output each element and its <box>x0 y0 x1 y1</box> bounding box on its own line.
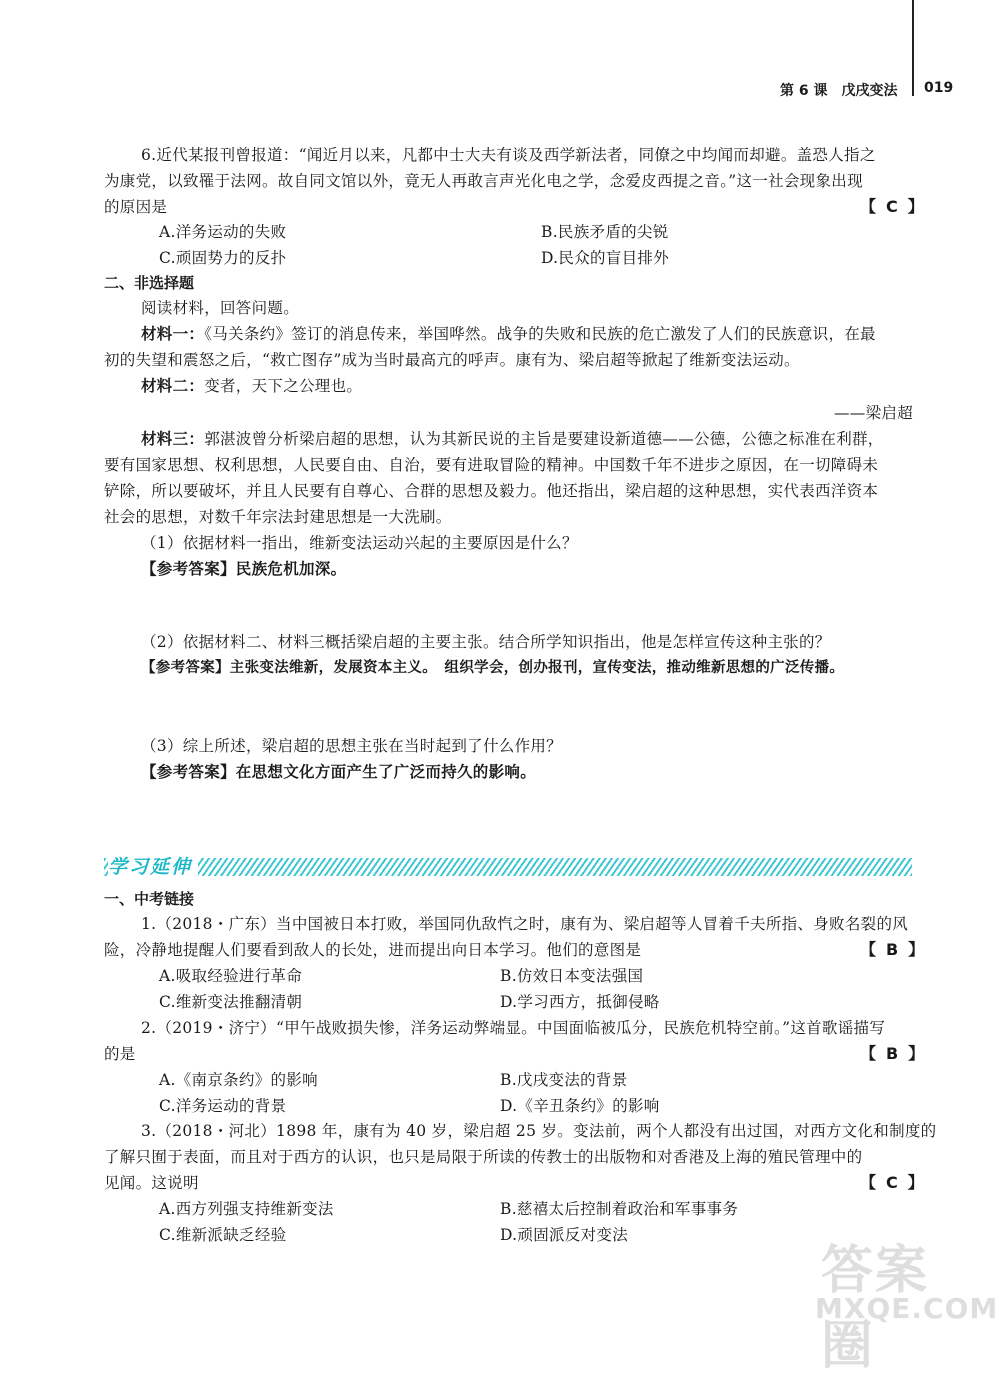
lesson-title: 第 6 课 戊戌变法 <box>780 83 898 99</box>
ext-q3-line-3: 见闻。这说明 <box>104 1174 199 1192</box>
page-number: 019 <box>924 80 954 96</box>
material-1-label: 材料一： <box>141 325 205 343</box>
ext-q2-option-b: B.戊戌变法的背景 <box>500 1071 628 1089</box>
answer-1: 【参考答案】民族危机加深。 <box>141 560 347 578</box>
material-3-line-1: 郭湛波曾分析梁启超的思想，认为其新民说的主旨是要建设新道德——公德，公德之标准在利群， <box>204 430 884 448</box>
ext-q1-answer: 【B】 <box>860 940 935 959</box>
watermark-logo <box>815 1228 999 1376</box>
ext-q2-option-c: C.洋务运动的背景 <box>159 1097 287 1115</box>
header-vertical-rule <box>912 0 914 96</box>
material-1-line-1: 《马关条约》签订的消息传来，举国哗然。战争的失败和民族的危亡激发了人们的民族意识，在最 <box>204 325 876 343</box>
ext-q3-line-1: 3.（2018・河北）1898 年，康有为 40 岁，梁启超 25 岁。变法前，两个人都没有出过国，对西方文化和制度的 <box>141 1122 937 1140</box>
q6-line-2: 为康党，以致罹于法网。故自同文馆以外，竟无人再敢言声光化电之学，念爱皮西提之音。”这一社会现象出现 <box>104 172 863 190</box>
q6-option-b: B.民族矛盾的尖锐 <box>541 223 669 241</box>
q6-line-3: 的原因是 <box>104 198 168 216</box>
ext-q3-option-d: D.顽固派反对变法 <box>500 1226 629 1244</box>
material-3-label: 材料三： <box>141 430 205 448</box>
section-2-intro: 阅读材料，回答问题。 <box>141 299 300 317</box>
answer-2: 【参考答案】主张变法维新，发展资本主义。 组织学会，创办报刊，宣传变法，推动维新思想的广泛传播。 <box>141 660 845 676</box>
watermark-top-text: 答案圈 <box>821 1241 930 1376</box>
ext-q1-option-c: C.维新变法推翻清朝 <box>159 993 303 1011</box>
subquestion-3: （3）综上所述，梁启超的思想主张在当时起到了什么作用？ <box>141 737 562 755</box>
watermark-bottom-text: MXQE.COM <box>815 1292 999 1325</box>
ext-q1-option-d: D.学习西方，抵御侵略 <box>500 993 660 1011</box>
ext-q2-line-1: 2.（2019・济宁）“甲午战败损失惨，洋务运动弊端显。中国面临被瓜分，民族危机特空前。”这首歌谣描写 <box>141 1019 886 1037</box>
material-2-source: ——梁启超 <box>834 404 914 422</box>
material-3-line-3: 铲除，所以要破坏，并且人民要有自尊心、合群的思想及毅力。他还指出，梁启超的这种思想，实代表西洋资本 <box>104 482 879 500</box>
subquestion-2: （2）依据材料二、材料三概括梁启超的主要主张。结合所学知识指出，他是怎样宣传这种主张的？ <box>141 633 831 651</box>
ext-q2-option-a: A.《南京条约》的影响 <box>159 1071 318 1089</box>
ext-q3-answer: 【C】 <box>860 1173 934 1192</box>
ext-q1-option-b: B.仿效日本变法强国 <box>500 967 644 985</box>
material-2-text: 变者，天下之公理也。 <box>204 377 363 395</box>
material-3-line-4: 社会的思想，对数千年宗法封建思想是一大洗刷。 <box>104 508 452 526</box>
extension-banner-stripes <box>104 858 912 876</box>
ext-q1-option-a: A.吸取经验进行革命 <box>159 967 303 985</box>
extension-heading: 一、中考链接 <box>104 890 195 908</box>
ext-q1-line-1: 1.（2018・广东）当中国被日本打败，举国同仇敌忾之时，康有为、梁启超等人冒着千夫所指、身败名裂的风 <box>141 915 909 933</box>
q6-option-c: C.顽固势力的反扑 <box>159 249 287 267</box>
q6-option-a: A.洋务运动的失败 <box>159 223 287 241</box>
ext-q1-line-2: 险，冷静地提醒人们要看到敌人的长处，进而提出向日本学习。他们的意图是 <box>104 941 642 959</box>
ext-q3-line-2: 了解只囿于表面，而且对于西方的认识，也只是局限于所读的传教士的出版物和对香港及上海的殖民管理中的 <box>104 1148 863 1166</box>
material-2-label: 材料二： <box>141 377 205 395</box>
extension-banner-title: 学习延伸 <box>108 852 198 879</box>
ext-q2-option-d: D.《辛丑条约》的影响 <box>500 1097 660 1115</box>
q6-answer: 【C】 <box>860 197 934 216</box>
material-3-line-2: 要有国家思想、权利思想，人民要自由、自治，要有进取冒险的精神。中国数千年不进步之原因，在一切障碍未 <box>104 456 879 474</box>
q6-option-d: D.民众的盲目排外 <box>541 249 670 267</box>
q6-line-1: 6.近代某报刊曾报道：“闻近月以来，凡都中士大夫有谈及西学新法者，同僚之中均闻而却避。盖恐人指之 <box>141 146 876 164</box>
ext-q2-line-2: 的是 <box>104 1045 136 1063</box>
material-2 <box>141 373 362 399</box>
material-1-line-2: 初的失望和震怒之后，“救亡图存”成为当时最高亢的呼声。康有为、梁启超等掀起了维新变法运动。 <box>104 351 800 369</box>
section-2-heading: 二、非选择题 <box>104 274 195 292</box>
ext-q3-option-b: B.慈禧太后控制着政治和军事事务 <box>500 1200 739 1218</box>
subquestion-1: （1）依据材料一指出，维新变法运动兴起的主要原因是什么？ <box>141 534 578 552</box>
material-3 <box>141 426 884 452</box>
ext-q2-answer: 【B】 <box>860 1044 935 1063</box>
material-1 <box>141 321 876 347</box>
ext-q3-option-c: C.维新派缺乏经验 <box>159 1226 287 1244</box>
answer-3: 【参考答案】在思想文化方面产生了广泛而持久的影响。 <box>141 763 537 781</box>
ext-q3-option-a: A.西方列强支持维新变法 <box>159 1200 334 1218</box>
